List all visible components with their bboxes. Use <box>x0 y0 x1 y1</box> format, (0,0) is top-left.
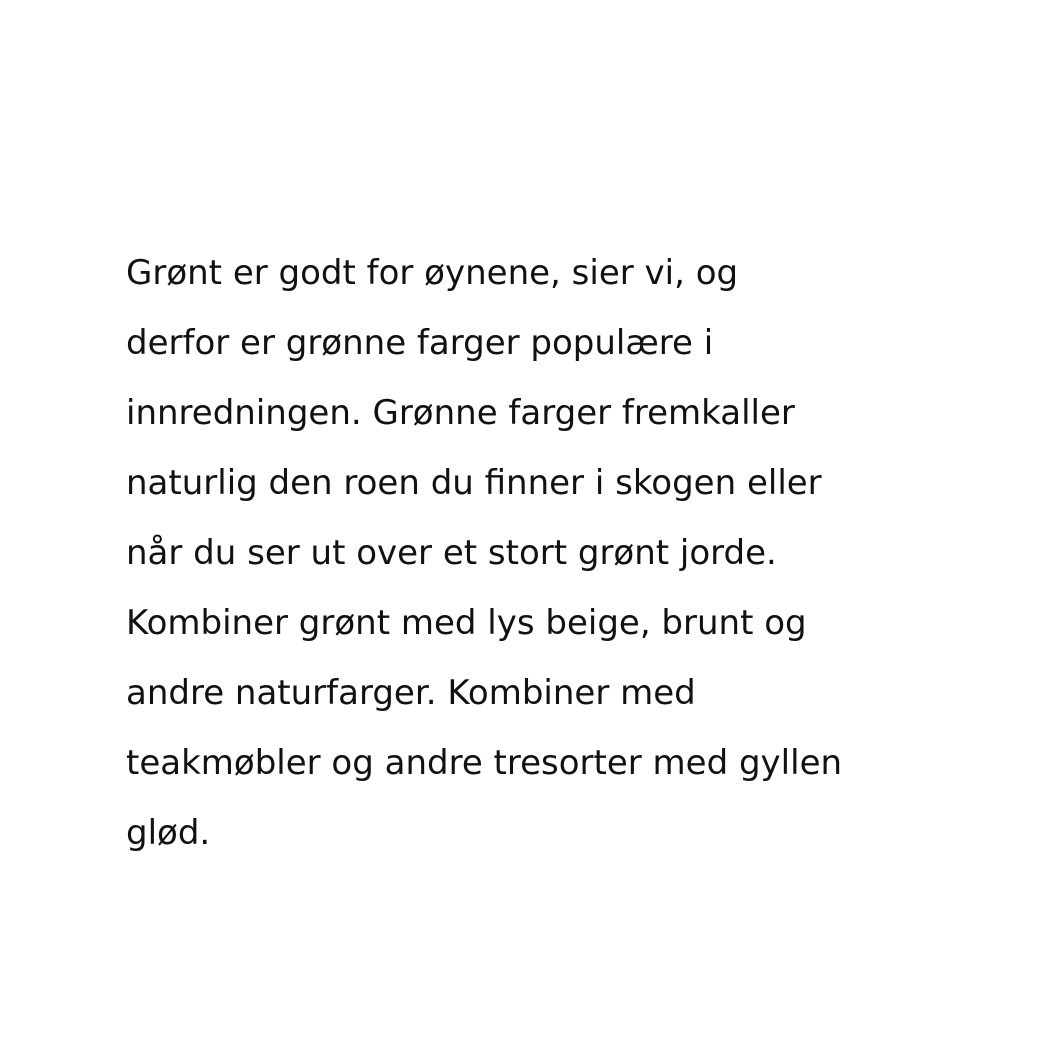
paragraph-line: når du ser ut over et stort grønt jorde. <box>126 533 777 573</box>
body-paragraph <box>126 238 1026 868</box>
paragraph-line: glød. <box>126 813 211 853</box>
paragraph-line: Grønt er godt for øynene, sier vi, og <box>126 253 739 293</box>
paragraph-line: naturlig den roen du finner i skogen eller <box>126 463 822 503</box>
paragraph-line: innredningen. Grønne farger fremkaller <box>126 393 795 433</box>
paragraph-line: teakmøbler og andre tresorter med gyllen <box>126 743 843 783</box>
paragraph-line: Kombiner grønt med lys beige, brunt og <box>126 603 807 643</box>
paragraph-line: andre naturfarger. Kombiner med <box>126 673 696 713</box>
paragraph-line: derfor er grønne farger populære i <box>126 323 714 363</box>
